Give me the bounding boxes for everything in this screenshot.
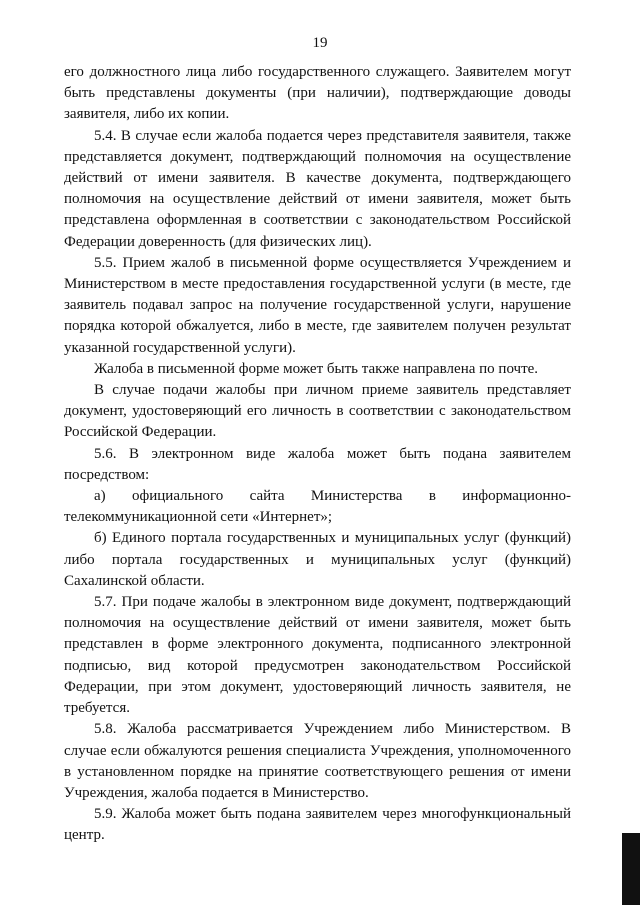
document-body <box>64 62 571 847</box>
paragraph-5-8: 5.8. Жалоба рассматривается Учреждением либо Министерством. В случае если обжалуются решения специалиста Учреждения, уполномоченного в установленном порядке на принятие соответствующего решения от имени Учреждения, жалоба подается в Министерство. <box>64 721 571 801</box>
page-number: 19 <box>312 35 328 51</box>
paragraph-5-5: 5.5. Прием жалоб в письменной форме осуществляется Учреждением и Министерством в месте предоставления государственной услуги (в месте, где заявитель подавал запрос на получение государственной услуги, нарушение порядка которой обжалуется, либо в месте, где заявителем получен результат указанной государственной услуги). <box>64 254 571 356</box>
paragraph-5-6: 5.6. В электронном виде жалоба может быть подана заявителем посредством: <box>64 445 571 483</box>
paragraph-continuation: его должностного лица либо государственного служащего. Заявителем могут быть представлены документы (при наличии), подтверждающие доводы заявителя, либо их копии. <box>64 64 571 123</box>
paragraph-5-4: 5.4. В случае если жалоба подается через представителя заявителя, также представляется документ, подтверждающий полномочия на осуществление действий от имени заявителя. В качестве документа, подтверждающего полномочия на осуществление действий от имени заявителя, может быть представлена оформленная в соответствии с законодательством Российской Федерации доверенность (для физических лиц). <box>64 127 571 250</box>
paragraph-5-6-b: б) Единого портала государственных и муниципальных услуг (функций) либо портала государственных и муниципальных услуг (функций) Сахалинской области. <box>64 530 571 589</box>
paragraph-5-6-a: а) официального сайта Министерства в информационно-телекоммуникационной сети «Интернет»; <box>64 488 571 526</box>
paragraph-5-7: 5.7. При подаче жалобы в электронном виде документ, подтверждающий полномочия на осуществление действий от имени заявителя, может быть представлен в форме электронного документа, подписанного электронной подписью, вид которой предусмотрен законодательством Российской Федерации, при этом документ, удостоверяющий личность заявителя, не требуется. <box>64 594 571 717</box>
paragraph-personal-reception: В случае подачи жалобы при личном приеме заявитель представляет документ, удостоверяющий его личность в соответствии с законодательством Российской Федерации. <box>64 382 571 441</box>
scan-edge-mark <box>622 833 640 905</box>
paragraph-5-9: 5.9. Жалоба может быть подана заявителем через многофункциональный центр. <box>64 806 571 844</box>
paragraph-mail: Жалоба в письменной форме может быть также направлена по почте. <box>94 360 539 377</box>
